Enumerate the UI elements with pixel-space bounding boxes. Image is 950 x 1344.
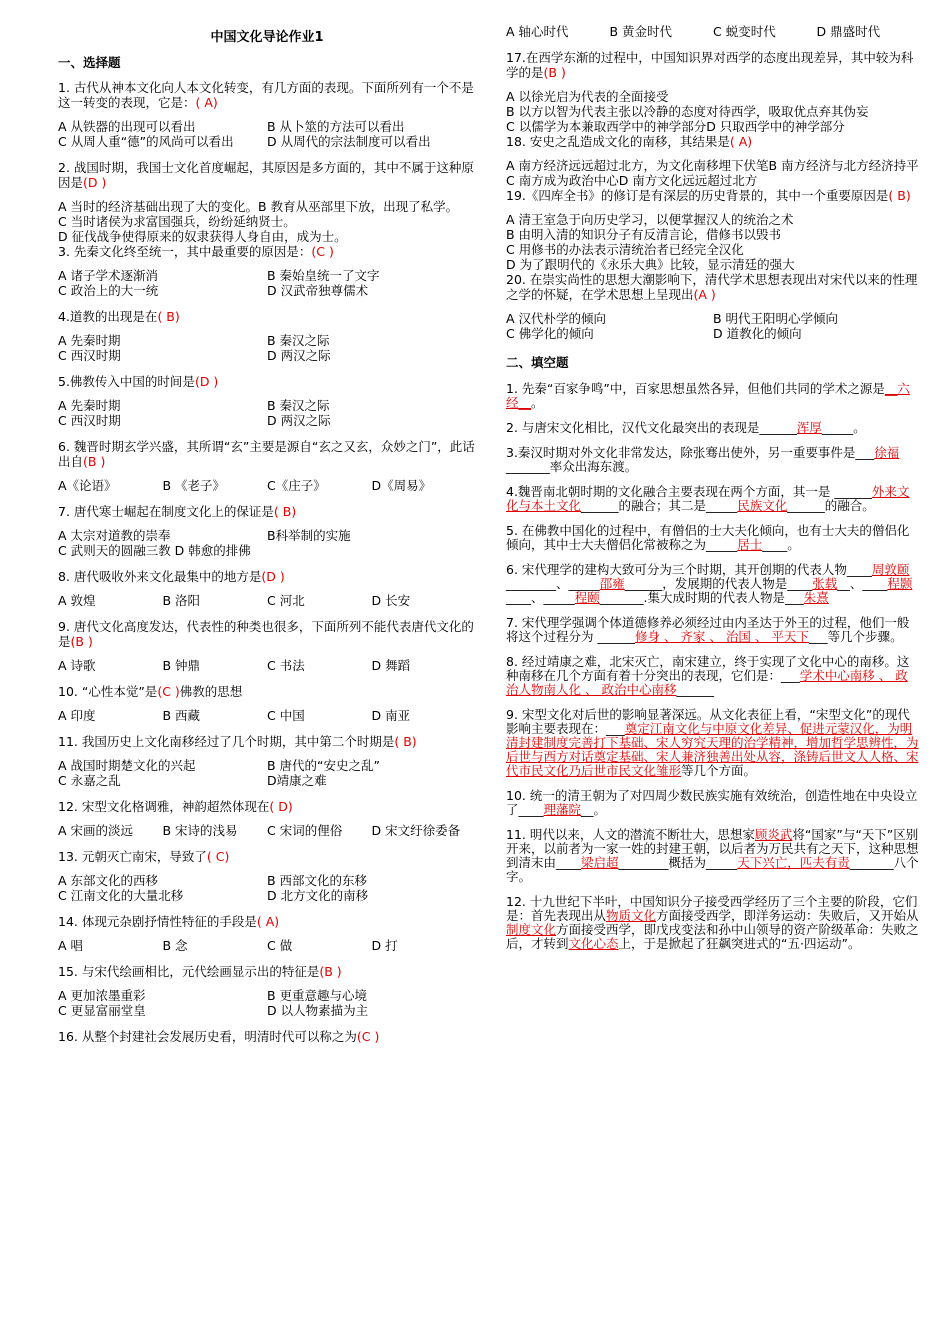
fill-question: [506, 485, 920, 513]
answer-mark: (B ): [543, 65, 566, 80]
answer-mark: (B ): [319, 964, 342, 979]
option-item: D 长安: [371, 593, 411, 608]
answer-mark: (C ): [356, 1029, 380, 1044]
answer-mark: ( B): [394, 734, 417, 749]
answer-mark: (D ): [194, 374, 219, 389]
question-stem: 17.在西学东渐的过程中，中国知识界对西学的态度出现差异，其中较为科学的是: [506, 50, 914, 80]
option-item: C 当时诸侯为求富国强兵，纷纷延纳贤士。: [58, 214, 296, 229]
fill-question: [506, 616, 920, 644]
fill-text: _______八个字。: [506, 855, 919, 884]
option-item: D 道教化的倾向: [713, 326, 802, 341]
question-text: [506, 134, 920, 149]
answer-mark: (D ): [261, 569, 285, 584]
question-stem-tail: 佛教的思想: [179, 684, 243, 699]
option-item: B 《老子》: [162, 478, 226, 493]
option-item: D 以人物素描为主: [267, 1003, 369, 1018]
option-item: B 秦汉之际: [267, 398, 330, 413]
fill-text: 4.魏晋南北朝时期的文化融合主要表现在两个方面，其一是 ______: [506, 484, 872, 499]
option-item: A 诗歌: [58, 658, 96, 673]
fill-text: 1. 先秦“百家争鸣”中，百家思想虽然各异，但他们共同的学术之源是: [506, 381, 885, 396]
question-stem: 4.道教的出现是在: [58, 309, 158, 324]
fill-text: 7. 宋代理学强调个体道德修养必须经过由内圣达于外王的过程，他们一般将这个过程分为 ______: [506, 615, 910, 644]
right-column: [506, 24, 920, 962]
option-item: B 明代王阳明心学倾向: [713, 311, 839, 326]
option-item: A 唱: [58, 938, 84, 953]
option-item: D 只取西学中的神学部分: [706, 119, 845, 134]
option-item: D 南方文化远远超过北方: [618, 173, 758, 188]
question-stem: 16. 从整个封建社会发展历史看，明清时代可以称之为: [58, 1029, 357, 1044]
question-stem: 8. 唐代吸收外来文化最集中的地方是: [58, 569, 262, 584]
fill-text: ____。: [762, 537, 800, 552]
option-item: D 征伐战争使得原来的奴隶获得人身自由，成为士。: [58, 229, 347, 244]
fill-answer: 梁启超: [581, 855, 619, 870]
option-item: B 更重意趣与心境: [267, 988, 368, 1003]
option-item: D 南亚: [371, 708, 411, 723]
answer-mark: (D ): [83, 175, 107, 190]
option-item: C 西汉时期: [58, 413, 121, 428]
fill-question: [506, 446, 920, 474]
fill-text: __、____: [837, 576, 888, 591]
fill-answer: 张载: [812, 576, 838, 591]
question-text: [58, 569, 476, 584]
fill-in-questions: [506, 382, 920, 951]
fill-answer: 文化心态: [568, 936, 619, 951]
fill-text: ___等几个步骤。: [808, 629, 903, 644]
option-item: C 做: [267, 938, 293, 953]
option-item: B 南方经济与北方经济持平: [768, 158, 919, 173]
option-list: [58, 593, 476, 608]
fill-answer: 朱熹: [803, 590, 829, 605]
option-list: [58, 333, 476, 363]
fill-text: _______.集大成时期的代表人物是___: [599, 590, 804, 605]
option-item: C 南方成为政治中心: [506, 173, 619, 188]
choice-questions-right: [506, 50, 920, 341]
option-item: B 唐代的“安史之乱”: [267, 758, 381, 773]
option-item: A 东部文化的西移: [58, 873, 159, 888]
question-text: [58, 374, 476, 389]
option-item: C 政治上的大一统: [58, 283, 159, 298]
option-item: D 宋文纡徐委备: [371, 823, 461, 838]
option-item: C 河北: [267, 593, 305, 608]
fill-text: 方面接受西学，即洋务运动：失败后，又开始从: [656, 908, 919, 923]
fill-answer: 顾炎武: [754, 827, 793, 842]
fill-text: __。: [581, 802, 607, 817]
question-text: [58, 1029, 476, 1044]
question-stem: 10. “心性本觉”是: [58, 684, 158, 699]
option-list: [506, 311, 920, 341]
section-heading-fill: 二、填空题: [506, 355, 569, 370]
choice-questions-left: [58, 80, 476, 1044]
fill-text: 12. 十九世纪下半叶，中国知识分子接受西学经历了三个主要的阶段，它们是：首先表现出从: [506, 894, 918, 923]
option-item: D 北方文化的南移: [267, 888, 369, 903]
option-item: B 钟鼎: [162, 658, 201, 673]
option-item: C 西汉时期: [58, 348, 121, 363]
option-list: [58, 528, 476, 558]
option-list: [58, 758, 476, 788]
option-list: [58, 398, 476, 428]
question-text: [58, 799, 476, 814]
question-text: [58, 504, 476, 519]
fill-question: [506, 828, 920, 884]
answer-mark: ( D): [269, 799, 293, 814]
fill-text: 11. 明代以来，人文的潜流不断壮大，思想家: [506, 827, 755, 842]
answer-mark: ( A): [195, 95, 218, 110]
left-column: [58, 24, 476, 1053]
option-item: C 蜕变时代: [713, 24, 776, 39]
fill-answer: 周敦颐: [871, 562, 910, 577]
option-item: C 中国: [267, 708, 305, 723]
fill-text: _____。: [821, 420, 866, 435]
fill-answer: 程颐: [574, 590, 600, 605]
question-stem: 15. 与宋代绘画相比，元代绘画显示出的特征是: [58, 964, 320, 979]
option-item: C 以儒学为本兼取西学中的神学部分: [506, 119, 707, 134]
option-item: B科举制的实施: [267, 528, 351, 543]
fill-answer: 徐福: [874, 445, 900, 460]
question-text: [58, 160, 476, 190]
option-item: D 打: [371, 938, 398, 953]
question-text: [58, 684, 476, 699]
question-text: [506, 272, 920, 302]
option-item: B 洛阳: [162, 593, 201, 608]
fill-text: 8. 经过靖康之难，北宋灭亡，南宋建立，终于实现了文化中心的南移。这种南移在几个方面有着十分突出的表现，它们是：___: [506, 654, 910, 683]
fill-text: ________概括为_____: [618, 855, 738, 870]
question-stem: 18. 安史之乱造成文化的南移，其结果是: [506, 134, 730, 149]
option-item: A 敦煌: [58, 593, 96, 608]
question-stem: 2. 战国时期，我国士文化首度崛起，其原因是多方面的，其中不属于这种原因是: [58, 160, 474, 190]
question-stem: 7. 唐代寒士崛起在制度文化上的保证是: [58, 504, 274, 519]
question-stem: 13. 元朝灭亡南宋，导致了: [58, 849, 207, 864]
fill-text: 6. 宋代理学的建构大致可分为三个时期，其开创期的代表人物____: [506, 562, 872, 577]
option-list: [58, 268, 476, 298]
option-item: C 更显富丽堂皇: [58, 1003, 146, 1018]
fill-text: 方面接受西学，即戊戌变法和孙中山领导的资产阶级革命：失败之后，才转到: [506, 922, 919, 951]
option-list: [506, 158, 920, 188]
option-list: [58, 823, 476, 838]
fill-question: [506, 655, 920, 697]
question-stem: 20. 在崇实尚性的思想大潮影响下，清代学术思想表现出对宋代以来的性理之学的怀疑，在学术思想上呈现出: [506, 272, 918, 302]
question-stem: 3. 先秦文化终至统一，其中最重要的原因是：: [58, 244, 312, 259]
option-item: C《庄子》: [267, 478, 326, 493]
option-item: D 两汉之际: [267, 413, 331, 428]
fill-answer: 制度文化: [506, 922, 557, 937]
fill-text: 10. 统一的清王朝为了对四周少数民族实施有效统治，创造性地在中央设立了____: [506, 788, 918, 817]
question-stem: 11. 我国历史上文化南移经过了几个时期，其中第二个时期是: [58, 734, 395, 749]
fill-text: 5. 在佛教中国化的过程中，有僧侣的士大夫化倾向，也有士大夫的僧侣化倾向，其中士大夫僧侣化常被称之为_____: [506, 523, 910, 552]
fill-text: ______的融合；其二是_____: [581, 498, 738, 513]
option-item: D 为了跟明代的《永乐大典》比较，显示清廷的强大: [506, 257, 795, 272]
option-item: A 先秦时期: [58, 333, 121, 348]
option-item: A 宋画的淡远: [58, 823, 134, 838]
fill-question: [506, 421, 920, 435]
answer-mark: ( B): [273, 504, 297, 519]
option-item: C 宋词的俚俗: [267, 823, 343, 838]
document-title: 中国文化导论作业1: [210, 30, 324, 45]
option-item: C 永嘉之乱: [58, 773, 121, 788]
fill-text: _______率众出海东渡。: [506, 459, 638, 474]
option-list: [58, 988, 476, 1018]
option-item: D靖康之难: [267, 773, 327, 788]
option-item: C 从周人重“德”的风尚可以看出: [58, 134, 234, 149]
option-item: A 更加浓墨重彩: [58, 988, 146, 1003]
question-text: [58, 439, 476, 469]
answer-mark: (C ): [157, 684, 180, 699]
fill-answer: __六经__: [506, 381, 910, 410]
option-item: C 用修书的办法表示清统治者已经完全汉化: [506, 242, 744, 257]
option-item: A 以徐光启为代表的全面接受: [506, 89, 669, 104]
section-heading-choice: 一、选择题: [58, 55, 121, 70]
option-item: D 舞蹈: [371, 658, 411, 673]
fill-text: ____、_____: [506, 590, 575, 605]
fill-answer: 民族文化: [737, 498, 788, 513]
option-item: D 从周代的宗法制度可以看出: [267, 134, 431, 149]
option-list: [58, 119, 476, 149]
option-item: B 宋诗的浅易: [162, 823, 238, 838]
answer-mark: (C ): [311, 244, 334, 259]
fill-answer: 理藩院: [543, 802, 582, 817]
question-text: [58, 80, 476, 110]
option-list: [58, 199, 476, 244]
question-text: [58, 734, 476, 749]
option-item: B 教育从巫部里下放，出现了私学。: [258, 199, 459, 214]
option-item: C 佛学化的倾向: [506, 326, 594, 341]
answer-mark: ( A): [729, 134, 753, 149]
option-item: A 战国时期楚文化的兴起: [58, 758, 196, 773]
option-list: [506, 212, 920, 272]
option-item: C 书法: [267, 658, 305, 673]
option-item: A 当时的经济基础出现了大的变化。: [58, 199, 259, 214]
fill-question: [506, 895, 920, 951]
question-stem: 5.佛教传入中国的时间是: [58, 374, 195, 389]
option-item: A 汉代朴学的倾向: [506, 311, 607, 326]
option-item: B 黄金时代: [609, 24, 673, 39]
fill-text: 3.秦汉时期对外文化非常发达，除张骞出使外，另一重要事件是___: [506, 445, 875, 460]
question-text: [58, 849, 476, 864]
option-item: D 汉武帝独尊儒术: [267, 283, 369, 298]
option-list: [58, 938, 476, 953]
question-text: [58, 914, 476, 929]
question-text: [506, 50, 920, 80]
question-stem: 9. 唐代文化高度发达，代表性的种类也很多，下面所列不能代表唐代文化的是: [58, 619, 474, 649]
fill-answer: 修身 、 齐家 、 治国 、 平天下: [634, 629, 809, 644]
option-item: B 以方以智为代表主张以冷静的态度对待西学，吸取优点弃其伪妄: [506, 104, 869, 119]
question-stem: 6. 魏晋时期玄学兴盛，其所谓“玄”主要是源自“玄之又玄，众妙之门”，此话出自: [58, 439, 475, 469]
fill-question: [506, 563, 920, 605]
fill-text: ______: [676, 682, 714, 697]
fill-answer: 外来文化与本土文化: [506, 484, 910, 513]
option-item: A《论语》: [58, 478, 117, 493]
fill-answer: 居士: [737, 537, 763, 552]
question-text: [58, 309, 476, 324]
option-item: A 先秦时期: [58, 398, 121, 413]
option-list: [506, 89, 920, 134]
question-16-options: [506, 24, 920, 39]
option-item: B 念: [162, 938, 188, 953]
option-list: [58, 873, 476, 903]
fill-question: [506, 789, 920, 817]
question-stem: 12. 宋型文化格调雅，神韵超然体现在: [58, 799, 270, 814]
answer-mark: ( B): [157, 309, 180, 324]
question-text: [506, 188, 920, 203]
fill-text: 。: [531, 395, 544, 410]
option-item: B 西部文化的东移: [267, 873, 368, 888]
option-list: [58, 708, 476, 723]
fill-answer: 奠定江南文化与中原文化差异、促进元蒙汉化，为明清封建制度完善打下基础、宋人穷究天理的治学精神，增加哲学思辨性，为后世与西方对话奠定基础、宋人兼济独善出处从容，涤铸后世文人人格、宋代市民文化乃后世市民文化雏形: [506, 721, 919, 778]
fill-question: [506, 524, 920, 552]
fill-question: [506, 382, 920, 410]
fill-answer: 程颢: [887, 576, 913, 591]
option-item: B 由明入清的知识分子有反清言论，借修书以毁书: [506, 227, 782, 242]
fill-answer: 学术中心南移 、 政治人物南人化 、 政治中心南移: [506, 668, 908, 697]
answer-mark: ( C): [206, 849, 230, 864]
fill-text: ________、_____: [506, 576, 600, 591]
option-item: A 清王室急于向历史学习，以便掌握汉人的统治之术: [506, 212, 794, 227]
option-item: C 江南文化的大量北移: [58, 888, 184, 903]
option-item: B 西藏: [162, 708, 201, 723]
fill-text: 将“国家”与“天下”区别开来，以前者为一家一姓的封建王朝，以后者为万民共有之天下，这种思想到清末由____: [506, 827, 919, 870]
answer-mark: (B ): [70, 634, 93, 649]
fill-text: ______，发展期的代表人物是____: [624, 576, 813, 591]
option-item: C 武则天的圆融三教 D 韩愈的排佛: [58, 543, 251, 558]
question-stem: 1. 古代从神本文化向人本文化转变，有几方面的表现。下面所列有一个不是这一转变的表现，它是：: [58, 80, 474, 110]
option-item: B 秦汉之际: [267, 333, 330, 348]
option-item: A 南方经济远远超过北方，为文化南移埋下伏笔: [506, 158, 769, 173]
option-item: D 两汉之际: [267, 348, 331, 363]
option-item: A 轴心时代: [506, 24, 569, 39]
fill-answer: 浑厚: [796, 420, 822, 435]
fill-text: 2. 与唐宋文化相比，汉代文化最突出的表现是______: [506, 420, 797, 435]
fill-answer: 邵雍: [599, 576, 625, 591]
option-item: A 印度: [58, 708, 96, 723]
question-stem: 14. 体现元杂剧抒情性特征的手段是: [58, 914, 257, 929]
fill-text: 上，于是掀起了狂飙突进式的“五·四运动”。: [618, 936, 861, 951]
option-item: D 鼎盛时代: [816, 24, 881, 39]
fill-text: 9. 宋型文化对后世的影响显著深远。从文化表征上看，“宋型文化”的现代影响主要表现在：___: [506, 707, 910, 736]
question-text: [58, 964, 476, 979]
question-stem: 19.《四库全书》的修订是有深层的历史背景的，其中一个重要原因是: [506, 188, 889, 203]
option-list: [58, 658, 476, 673]
answer-mark: ( A): [256, 914, 280, 929]
fill-text: ______的融合。: [787, 498, 875, 513]
question-text: [58, 619, 476, 649]
option-item: A 太宗对道教的崇奉: [58, 528, 171, 543]
answer-mark: (A ): [693, 287, 716, 302]
fill-question: [506, 708, 920, 778]
answer-mark: (B ): [83, 454, 106, 469]
answer-mark: ( B): [888, 188, 911, 203]
fill-text: 等几个方面。: [681, 763, 757, 778]
fill-answer: 物质文化: [606, 908, 657, 923]
option-item: A 从铁器的出现可以看出: [58, 119, 196, 134]
option-item: B 从卜筮的方法可以看出: [267, 119, 405, 134]
fill-answer: 天下兴亡，匹夫有责: [737, 855, 850, 870]
question-text: [58, 244, 476, 259]
option-list: [58, 478, 476, 493]
option-item: B 秦始皇统一了文字: [267, 268, 380, 283]
option-item: D《周易》: [371, 478, 432, 493]
option-item: A 诸子学术逐渐消: [58, 268, 159, 283]
